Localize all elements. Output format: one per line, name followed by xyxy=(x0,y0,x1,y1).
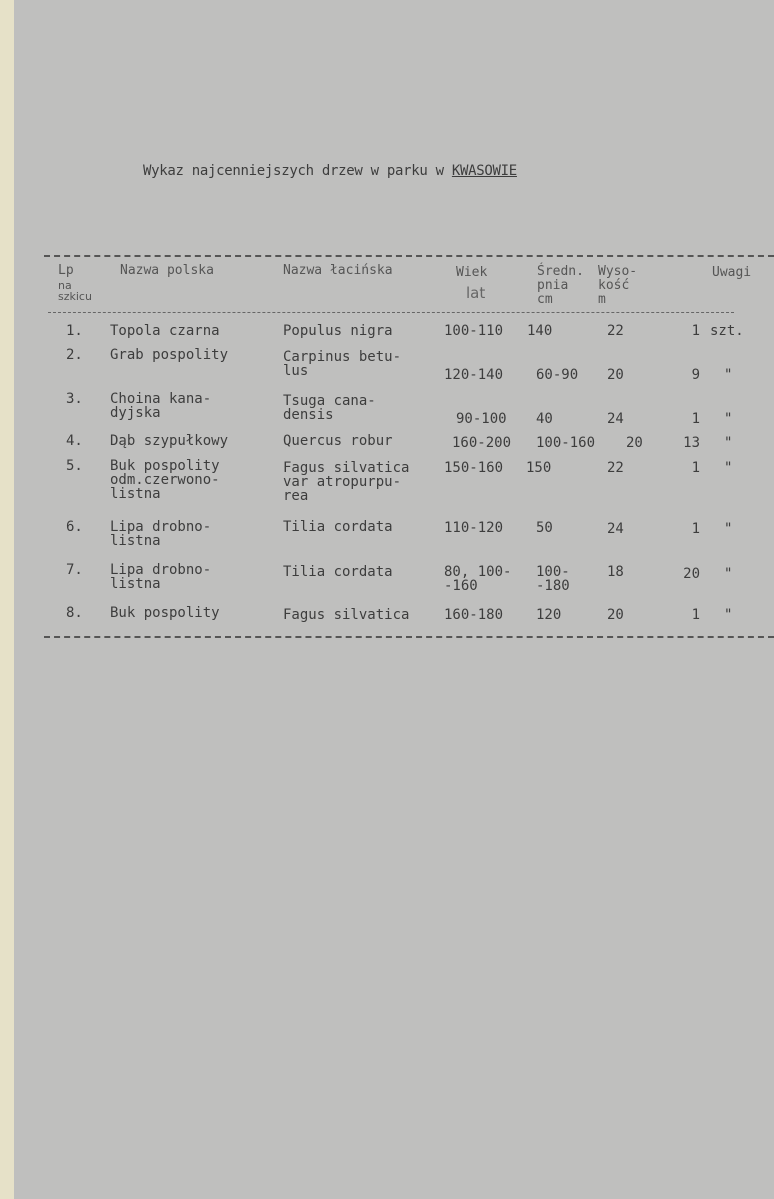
row-nazwa-lacinska: Quercus robur xyxy=(283,433,393,449)
table-top-rule xyxy=(44,255,774,257)
row-lp: 8. xyxy=(66,605,83,621)
document-title xyxy=(143,164,517,178)
row-wiek: 150-160 xyxy=(444,460,504,476)
row-nazwa-polska: Lipa drobno- listna xyxy=(110,562,212,592)
header-nazwa-lacinska: Nazwa łacińska xyxy=(283,263,393,278)
header-bottom-rule xyxy=(48,312,734,313)
row-srednica: 140 xyxy=(527,323,553,339)
row-nazwa-polska: Topola czarna xyxy=(110,323,220,339)
row-nazwa-lacinska: Fagus silvatica var atropurpu- rea xyxy=(283,460,410,504)
row-count: 20 xyxy=(683,566,700,582)
row-nazwa-polska: Buk pospolity odm.czerwono- listna xyxy=(110,458,220,502)
header-wysokosc: Wyso- kość m xyxy=(598,264,638,307)
row-lp: 4. xyxy=(66,433,83,449)
row-uwagi: " xyxy=(724,435,733,451)
row-wysokosc: 18 xyxy=(607,564,624,580)
row-wysokosc: 22 xyxy=(607,323,624,339)
row-wysokosc: 24 xyxy=(607,411,624,427)
header-nazwa-polska: Nazwa polska xyxy=(120,263,214,278)
row-srednica: 60-90 xyxy=(536,367,579,383)
row-wysokosc: 20 xyxy=(626,435,643,451)
row-srednica: 100- -180 xyxy=(536,564,570,594)
row-count: 1 xyxy=(691,411,700,427)
header-uwagi: Uwagi xyxy=(712,265,752,280)
row-wysokosc: 20 xyxy=(607,367,624,383)
row-count: 1 xyxy=(691,323,700,339)
row-nazwa-polska: Lipa drobno- listna xyxy=(110,519,212,549)
header-lp-note: na szkicu xyxy=(58,279,92,303)
row-srednica: 50 xyxy=(536,520,553,536)
header-wiek: Wiek xyxy=(456,265,488,280)
row-uwagi: " xyxy=(724,566,733,582)
row-srednica: 40 xyxy=(536,411,553,427)
row-wiek: 160-180 xyxy=(444,607,504,623)
row-nazwa-polska: Dąb szypułkowy xyxy=(110,433,229,449)
row-wiek: 120-140 xyxy=(444,367,504,383)
row-nazwa-lacinska: Tilia cordata xyxy=(283,564,393,580)
row-nazwa-lacinska: Fagus silvatica xyxy=(283,607,410,623)
title-text: Wykaz najcenniejszych drzew w parku w xyxy=(143,163,452,179)
row-nazwa-polska: Choina kana- dyjska xyxy=(110,391,212,421)
row-nazwa-lacinska: Tsuga cana- densis xyxy=(283,393,376,423)
row-wiek: 80, 100- -160 xyxy=(444,564,512,594)
row-wysokosc: 20 xyxy=(607,607,624,623)
row-nazwa-lacinska: Carpinus betu- lus xyxy=(283,349,402,379)
row-count: 9 xyxy=(691,367,700,383)
row-wysokosc: 24 xyxy=(607,521,624,537)
row-srednica: 100-160 xyxy=(536,435,596,451)
typed-page xyxy=(14,0,774,1199)
table-bottom-rule xyxy=(44,636,774,638)
title-place: KWASOWIE xyxy=(451,163,517,179)
row-count: 13 xyxy=(683,435,700,451)
row-uwagi: " xyxy=(724,411,733,427)
row-count: 1 xyxy=(691,521,700,537)
row-uwagi: " xyxy=(724,607,733,623)
row-count: 1 xyxy=(691,607,700,623)
row-nazwa-polska: Buk pospolity xyxy=(110,605,220,621)
row-wiek: 160-200 xyxy=(452,435,512,451)
paper-edge xyxy=(0,0,14,1199)
row-lp: 3. xyxy=(66,391,83,407)
row-srednica: 120 xyxy=(536,607,562,623)
row-wiek: 110-120 xyxy=(444,520,504,536)
row-uwagi: " xyxy=(724,521,733,537)
row-lp: 6. xyxy=(66,519,83,535)
row-wiek: 90-100 xyxy=(456,411,507,427)
row-wiek: 100-110 xyxy=(444,323,504,339)
row-lp: 1. xyxy=(66,323,83,339)
header-lp: Lp xyxy=(58,263,74,278)
row-count: 1 xyxy=(691,460,700,476)
row-lp: 2. xyxy=(66,347,83,363)
row-wysokosc: 22 xyxy=(607,460,624,476)
row-lp: 7. xyxy=(66,562,83,578)
header-wiek-unit: lat xyxy=(466,284,486,302)
row-uwagi: " xyxy=(724,460,733,476)
row-lp: 5. xyxy=(66,458,83,474)
row-uwagi: szt. xyxy=(710,323,744,339)
row-nazwa-lacinska: Populus nigra xyxy=(283,323,393,339)
header-srednica: Średn. pnia cm xyxy=(537,264,584,307)
row-nazwa-polska: Grab pospolity xyxy=(110,347,229,363)
row-nazwa-lacinska: Tilia cordata xyxy=(283,519,393,535)
row-srednica: 150 xyxy=(526,460,552,476)
row-uwagi: " xyxy=(724,367,733,383)
